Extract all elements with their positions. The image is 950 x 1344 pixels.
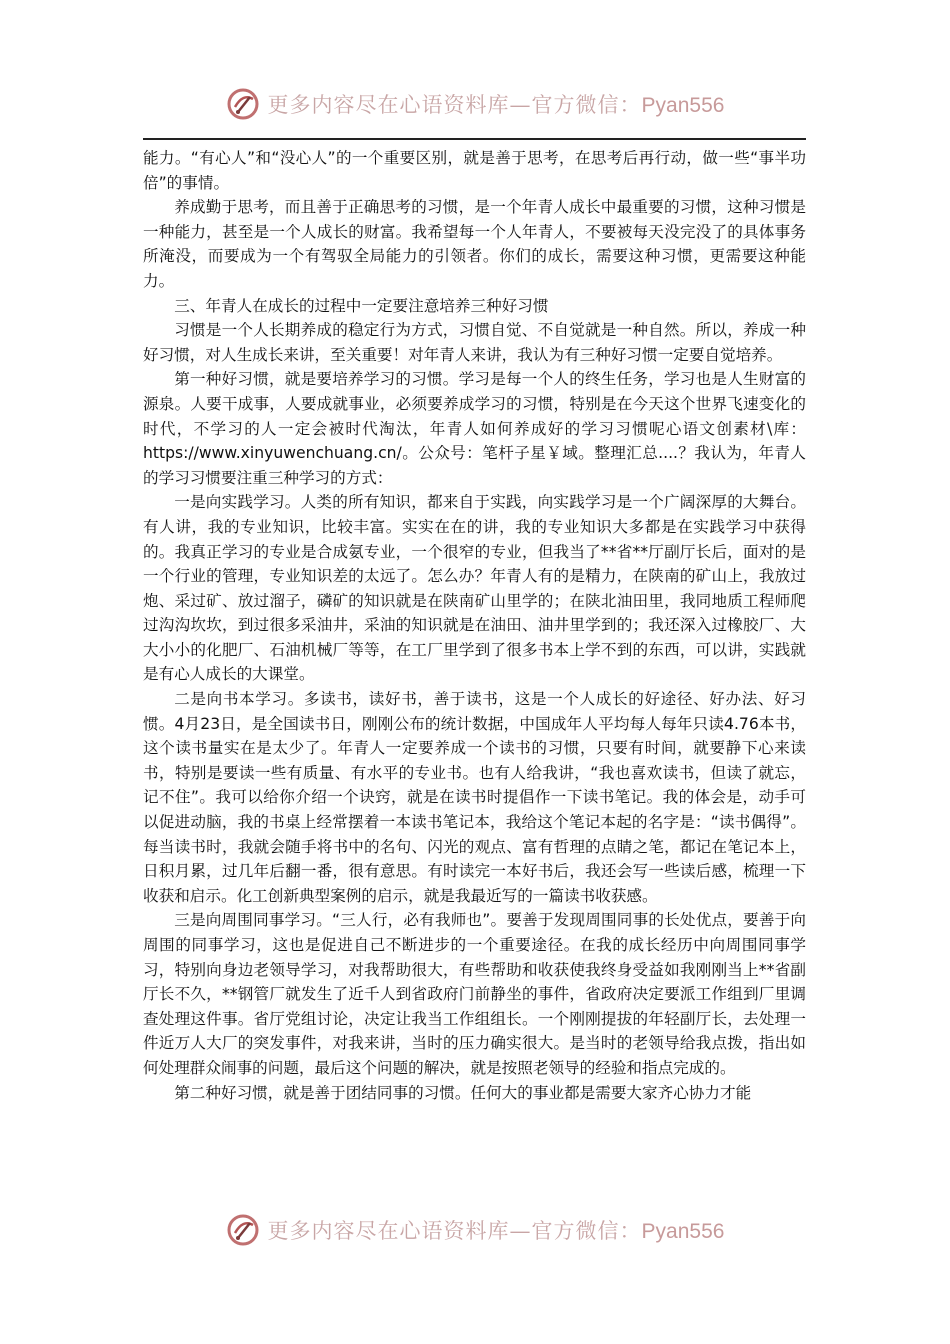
footer-banner bbox=[0, 1206, 950, 1254]
footer-site-text: 更多内容尽在心语资料库—官方微信： bbox=[267, 1219, 642, 1243]
brand-logo-icon bbox=[226, 87, 260, 121]
document-body bbox=[143, 146, 806, 1105]
header-divider bbox=[143, 138, 806, 140]
header-wechat-id: Pyan556 bbox=[641, 94, 725, 117]
paragraph: 养成勤于思考，而且善于正确思考的习惯，是一个年青人成长中最重要的习惯，这种习惯是一种能力，甚至是一个人成长的财富。我希望每一个人年青人，不要被每天没完没了的具体事务所淹没，而要成为一个有驾驭全局能力的引领者。你们的成长，需要这种习惯，更需要这种能力。 bbox=[143, 198, 806, 290]
header-site-text: 更多内容尽在心语资料库—官方微信： bbox=[267, 93, 642, 117]
paragraph: 第一种好习惯，就是要培养学习的习惯。学习是每一个人的终生任务，学习也是人生财富的源泉。人要干成事，人要成就事业，必须要养成学习的习惯，特别是在今天这个世界飞速变化的时代，不学习的人一定会被时代淘汰，年青人如何养成好的学习习惯呢心语文创素材\库：https://www.xinyuwenchuang.cn/。公众号：笔杆子星￥域。整理汇总....？我认为，年青人的学习习惯要注重三种学习的方式： bbox=[143, 370, 806, 487]
footer-wechat-id: Pyan556 bbox=[641, 1220, 725, 1243]
header-watermark bbox=[268, 89, 725, 119]
paragraph: 第二种好习惯，就是善于团结同事的习惯。任何大的事业都是需要大家齐心协力才能 bbox=[174, 1083, 752, 1102]
paragraph: 一是向实践学习。人类的所有知识，都来自于实践，向实践学习是一个广阔深厚的大舞台。有人讲，我的专业知识，比较丰富。实实在在的讲，我的专业知识大多都是在实践学习中获得的。我真正学习的专业是合成氨专业，一个很窄的专业，但我当了**省**厅副厅长后，面对的是一个行业的管理，专业知识差的太远了。怎么办？年青人有的是精力，在陕南的矿山上，我放过炮、采过矿、放过溜子，磷矿的知识就是在陕南矿山里学的；在陕北油田里，我同地质工程师爬过沟沟坎坎，到过很多采油井，采油的知识就是在油田、油井里学到的；我还深入过橡胶厂、大大小小的化肥厂、石油机械厂等等，在工厂里学到了很多书本上学不到的东西，可以讲，实践就是有心人成长的大课堂。 bbox=[143, 493, 806, 684]
brand-logo-icon bbox=[226, 1213, 260, 1247]
paragraph: 习惯是一个人长期养成的稳定行为方式，习惯自觉、不自觉就是一种自然。所以，养成一种好习惯，对人生成长来讲，至关重要！对年青人来讲，我认为有三种好习惯一定要自觉培养。 bbox=[143, 321, 806, 364]
paragraph: 三是向周围同事学习。“三人行，必有我师也”。要善于发现周围同事的长处优点，要善于向周围的同事学习，这也是促进自己不断进步的一个重要途径。在我的成长经历中向周围同事学习，特别向身边老领导学习，对我帮助很大，有些帮助和收获使我终身受益如我刚刚当上**省副厅长不久，**钢管厂就发生了近千人到省政府门前静坐的事件，省政府决定要派工作组到厂里调查处理这件事。省厅党组讨论，决定让我当工作组组长。一个刚刚提拔的年轻副厅长，去处理一件近万人大厂的突发事件，对我来讲，当时的压力确实很大。是当时的老领导给我点拨，指出如何处理群众闹事的问题，最后这个问题的解决，就是按照老领导的经验和指点完成的。 bbox=[143, 911, 806, 1077]
header-banner bbox=[0, 80, 950, 128]
paragraph: 能力。“有心人”和“没心人”的一个重要区别，就是善于思考，在思考后再行动，做一些“事半功倍”的事情。 bbox=[143, 149, 806, 192]
section-heading: 三、年青人在成长的过程中一定要注意培养三种好习惯 bbox=[174, 296, 549, 315]
footer-watermark bbox=[268, 1215, 725, 1245]
paragraph: 二是向书本学习。多读书，读好书，善于读书，这是一个人成长的好途径、好办法、好习惯。4月23日，是全国读书日，刚刚公布的统计数据，中国成年人平均每人每年只读4.76本书，这个读书量实在是太少了。年青人一定要养成一个读书的习惯，只要有时间，就要静下心来读书，特别是要读一些有质量、有水平的专业书。也有人给我讲，“我也喜欢读书，但读了就忘，记不住”。我可以给你介绍一个诀窍，就是在读书时提倡作一下读书笔记。我的体会是，动手可以促进动脑，我的书桌上经常摆着一本读书笔记本，我给这个笔记本起的名字是：“读书偶得”。每当读书时，我就会随手将书中的名句、闪光的观点、富有哲理的点睛之笔，都记在笔记本上，日积月累，过几年后翻一番，很有意思。有时读完一本好书后，我还会写一些读后感，梳理一下收获和启示。化工创新典型案例的启示，就是我最近写的一篇读书收获感。 bbox=[143, 690, 806, 905]
